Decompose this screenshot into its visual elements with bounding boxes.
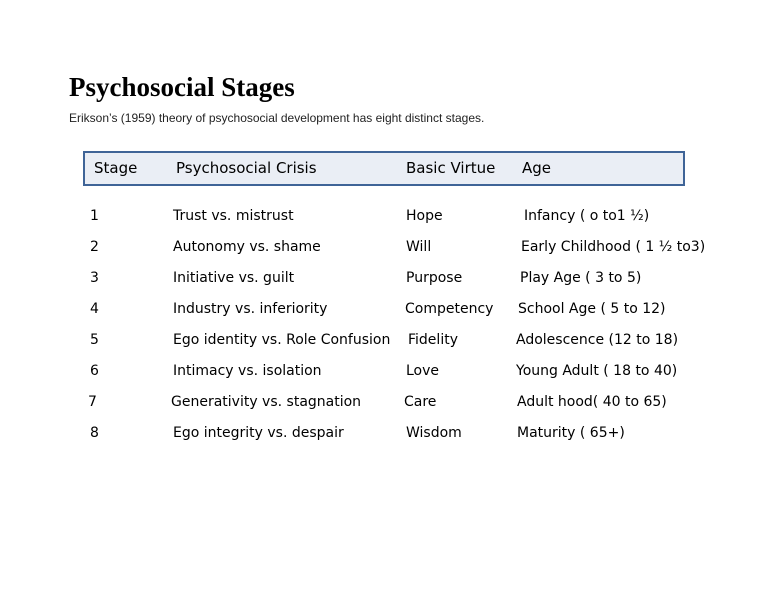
cell-stage: 3: [90, 270, 99, 286]
cell-crisis: Ego identity vs. Role Confusion: [173, 332, 391, 348]
table-row: [0, 329, 768, 351]
cell-crisis: Trust vs. mistrust: [173, 208, 294, 224]
cell-virtue: Purpose: [406, 270, 463, 286]
table-row: [0, 236, 768, 258]
cell-virtue: Care: [404, 394, 437, 410]
cell-crisis: Ego integrity vs. despair: [173, 425, 344, 441]
cell-virtue: Fidelity: [408, 332, 458, 348]
table-header: [83, 151, 685, 186]
cell-stage: 4: [90, 301, 99, 317]
table-row: [0, 391, 768, 413]
cell-crisis: Generativity vs. stagnation: [171, 394, 362, 410]
cell-crisis: Initiative vs. guilt: [173, 270, 295, 286]
header-basic-virtue: Basic Virtue: [406, 159, 496, 177]
cell-crisis: Autonomy vs. shame: [173, 239, 321, 255]
table-row: [0, 298, 768, 320]
cell-stage: 5: [90, 332, 99, 348]
table-row: [0, 360, 768, 382]
cell-crisis: Intimacy vs. isolation: [173, 363, 322, 379]
cell-age: Play Age ( 3 to 5): [520, 270, 642, 286]
cell-age: Infancy ( o to1 ½): [524, 208, 650, 224]
header-psychosocial-crisis: Psychosocial Crisis: [176, 159, 317, 177]
cell-virtue: Wisdom: [406, 425, 462, 441]
page-subtitle: Erikson’s (1959) theory of psychosocial development has eight distinct stages.: [69, 111, 485, 125]
header-age: Age: [522, 159, 552, 177]
cell-age: Adolescence (12 to 18): [516, 332, 679, 348]
cell-stage: 2: [90, 239, 99, 255]
cell-stage: 7: [88, 394, 97, 410]
cell-age: Adult hood( 40 to 65): [517, 394, 667, 410]
table-row: [0, 422, 768, 444]
cell-age: Young Adult ( 18 to 40): [516, 363, 678, 379]
header-stage: Stage: [94, 159, 138, 177]
cell-stage: 8: [90, 425, 99, 441]
cell-virtue: Competency: [405, 301, 494, 317]
cell-age: Early Childhood ( 1 ½ to3): [521, 239, 706, 255]
cell-stage: 6: [90, 363, 99, 379]
cell-age: Maturity ( 65+): [517, 425, 625, 441]
cell-virtue: Love: [406, 363, 440, 379]
table-row: [0, 205, 768, 227]
cell-virtue: Will: [406, 239, 432, 255]
table-row: [0, 267, 768, 289]
cell-age: School Age ( 5 to 12): [518, 301, 666, 317]
cell-crisis: Industry vs. inferiority: [173, 301, 328, 317]
cell-stage: 1: [90, 208, 99, 224]
page-title: Psychosocial Stages: [69, 72, 295, 102]
cell-virtue: Hope: [406, 208, 443, 224]
